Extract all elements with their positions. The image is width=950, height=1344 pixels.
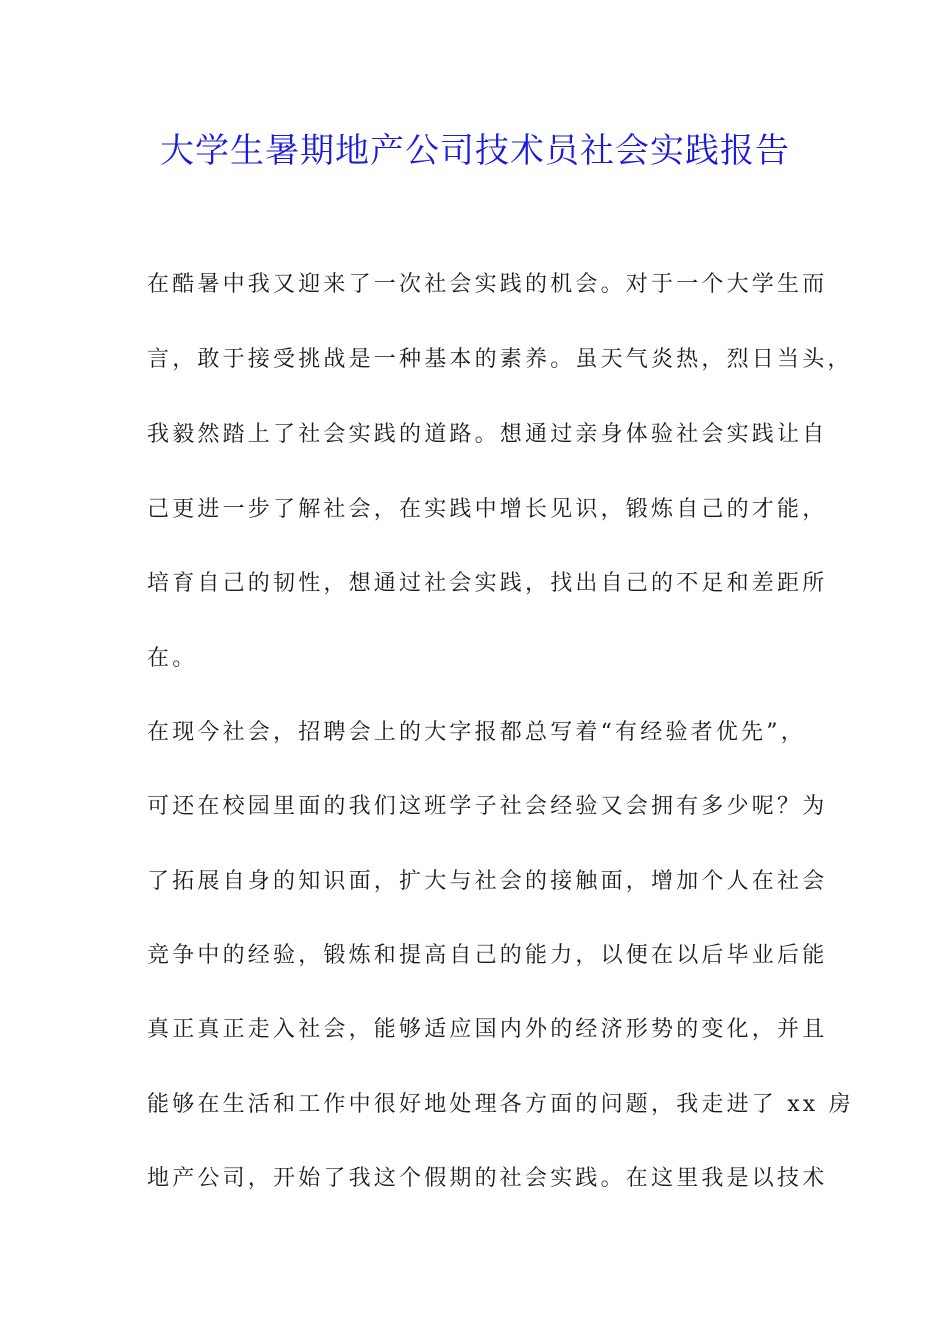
body-line: 在酷暑中我又迎来了一次社会实践的机会。对于一个大学生而 [147,272,828,297]
body-line: 言，敢于接受挑战是一种基本的素养。虽天气炎热，烈日当头， [147,347,853,372]
body-line: 能够在生活和工作中很好地处理各方面的问题，我走进了 xx 房 [147,1092,854,1117]
body-line: 培育自己的韧性，想通过社会实践，找出自己的不足和差距所 [147,571,828,596]
body-line: 我毅然踏上了社会实践的道路。想通过亲身体验社会实践让自 [147,422,828,447]
body-line: 可还在校园里面的我们这班学子社会经验又会拥有多少呢？为 [147,794,828,819]
body-line: 真正真正走入社会，能够适应国内外的经济形势的变化，并且 [147,1017,828,1042]
document-title: 大学生暑期地产公司技术员社会实践报告 [160,131,790,171]
body-line: 地产公司，开始了我这个假期的社会实践。在这里我是以技术 [147,1166,828,1191]
body-line: 在。 [147,646,198,671]
body-line: 竞争中的经验，锻炼和提高自己的能力，以便在以后毕业后能 [147,943,828,968]
body-line: 己更进一步了解社会，在实践中增长见识，锻炼自己的才能， [147,497,828,522]
body-line: 了拓展自身的知识面，扩大与社会的接触面，增加个人在社会 [147,869,828,894]
body-line: 在现今社会，招聘会上的大字报都总写着“有经验者优先”， [147,720,806,745]
